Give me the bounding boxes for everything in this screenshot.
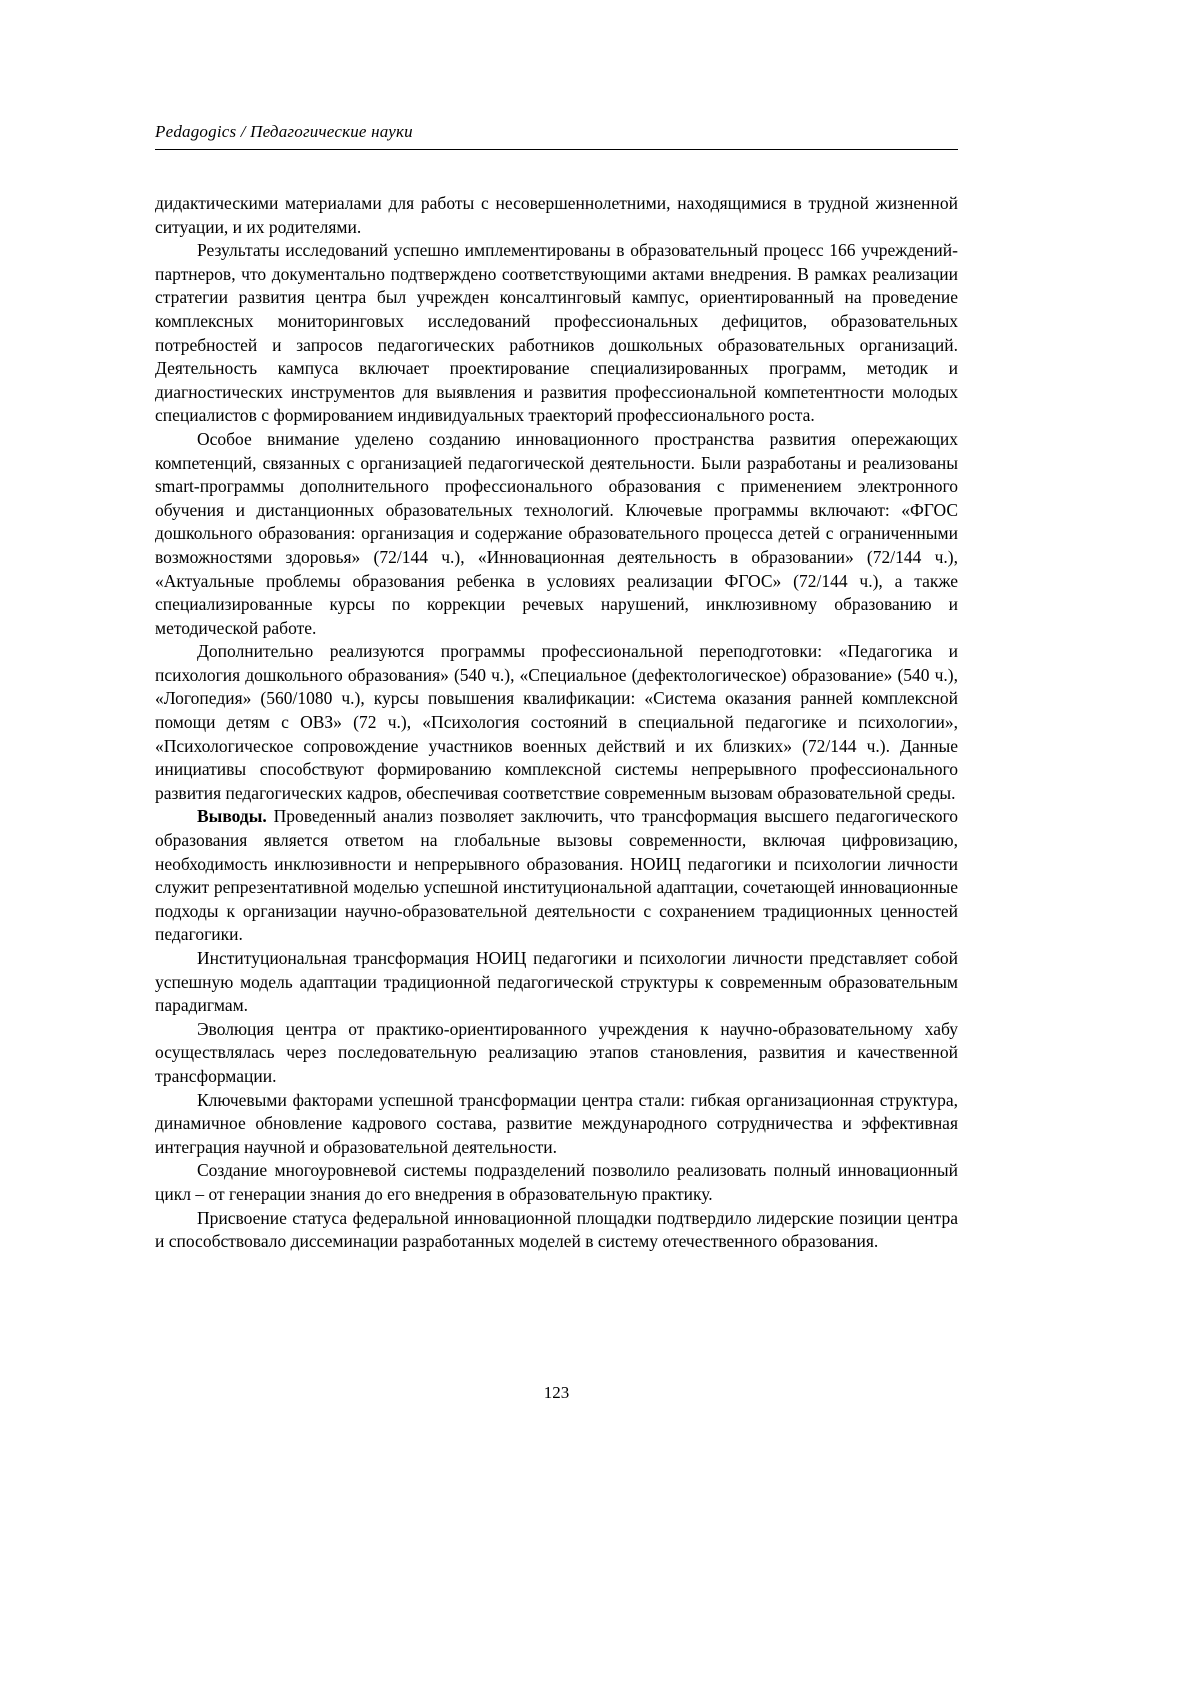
article-body [155,192,958,1254]
page-number: 123 [543,1383,570,1402]
header-rule [155,149,958,150]
paragraph-programs: Дополнительно реализуются программы профессиональной переподготовки: «Педагогика и психология дошкольного образования» (540 ч.), «Специальное (дефектологическое) образование» (540 ч.), «Логопедия» (560/1080 ч.), курсы повышения квалификации: «Система оказания ранней комплексной помощи детям с ОВЗ» (72 ч.), «Психология состояний в специальной педагогике и психологии», «Психологическое сопровождение участников военных действий и их близких» (72/144 ч.). Данные инициативы способствуют формированию комплексной системы непрерывного профессионального развития педагогических кадров, обеспечивая соответствие современным вызовам образовательной среды. [155,641,958,803]
paragraph-innovation-cycle: Создание многоуровневой системы подразделений позволило реализовать полный инновационный цикл – от генерации знания до его внедрения в образовательную практику. [155,1160,958,1204]
conclusions-text: Проведенный анализ позволяет заключить, что трансформация высшего педагогического образования является ответом на глобальные вызовы современности, включая цифровизацию, необходимость инклюзивности и непрерывного образования. НОИЦ педагогики и психологии личности служит репрезентативной моделью успешной институциональной адаптации, сочетающей инновационные подходы к организации научно-образовательной деятельности с сохранением традиционных ценностей педагогики. [155,806,958,945]
paragraph-institutional-transformation: Институциональная трансформация НОИЦ педагогики и психологии личности представляет собой успешную модель адаптации традиционной педагогической структуры к современным образовательным парадигмам. [155,948,958,1016]
paragraph-continuation: дидактическими материалами для работы с несовершеннолетними, находящимися в трудной жизненной ситуации, и их родителями. [155,193,958,237]
paragraph-key-factors: Ключевыми факторами успешной трансформации центра стали: гибкая организационная структура, динамичное обновление кадрового состава, развитие международного сотрудничества и эффективная интеграция научной и образовательной деятельности. [155,1089,958,1157]
paragraph-results: Результаты исследований успешно имплементированы в образовательный процесс 166 учреждений-партнеров, что документально подтверждено соответствующими актами внедрения. В рамках реализации стратегии развития центра был учрежден консалтинговый кампус, ориентированный на проведение комплексных мониторинговых исследований профессиональных дефицитов, образовательных потребностей и запросов педагогических работников дошкольных образовательных организаций. Деятельность кампуса включает проектирование специализированных программ, методик и диагностических инструментов для выявления и развития профессиональной компетентности молодых специалистов с формированием индивидуальных траекторий профессионального роста. [155,240,958,426]
paragraph-conclusions [155,805,958,947]
conclusions-label: Выводы. [197,806,267,827]
running-head: Pedagogics / Педагогические науки [155,122,413,141]
paragraph-evolution: Эволюция центра от практико-ориентированного учреждения к научно-образовательному хабу осуществлялась через последовательную реализацию этапов становления, развития и качественной трансформации. [155,1018,958,1086]
paragraph-innovation-space: Особое внимание уделено созданию инновационного пространства развития опережающих компетенций, связанных с организацией педагогической деятельности. Были разработаны и реализованы smart-программы дополнительного профессионального образования с применением электронного обучения и дистанционных образовательных технологий. Ключевые программы включают: «ФГОС дошкольного образования: организация и содержание образовательного процесса детей с ограниченными возможностями здоровья» (72/144 ч.), «Инновационная деятельность в образовании» (72/144 ч.), «Актуальные проблемы образования ребенка в условиях реализации ФГОС» (72/144 ч.), а также специализированные курсы по коррекции речевых нарушений, инклюзивному образованию и методической работе. [155,428,958,638]
paragraph-federal-status: Присвоение статуса федеральной инновационной площадки подтвердило лидерские позиции центра и способствовало диссеминации разработанных моделей в систему отечественного образования. [155,1207,958,1252]
